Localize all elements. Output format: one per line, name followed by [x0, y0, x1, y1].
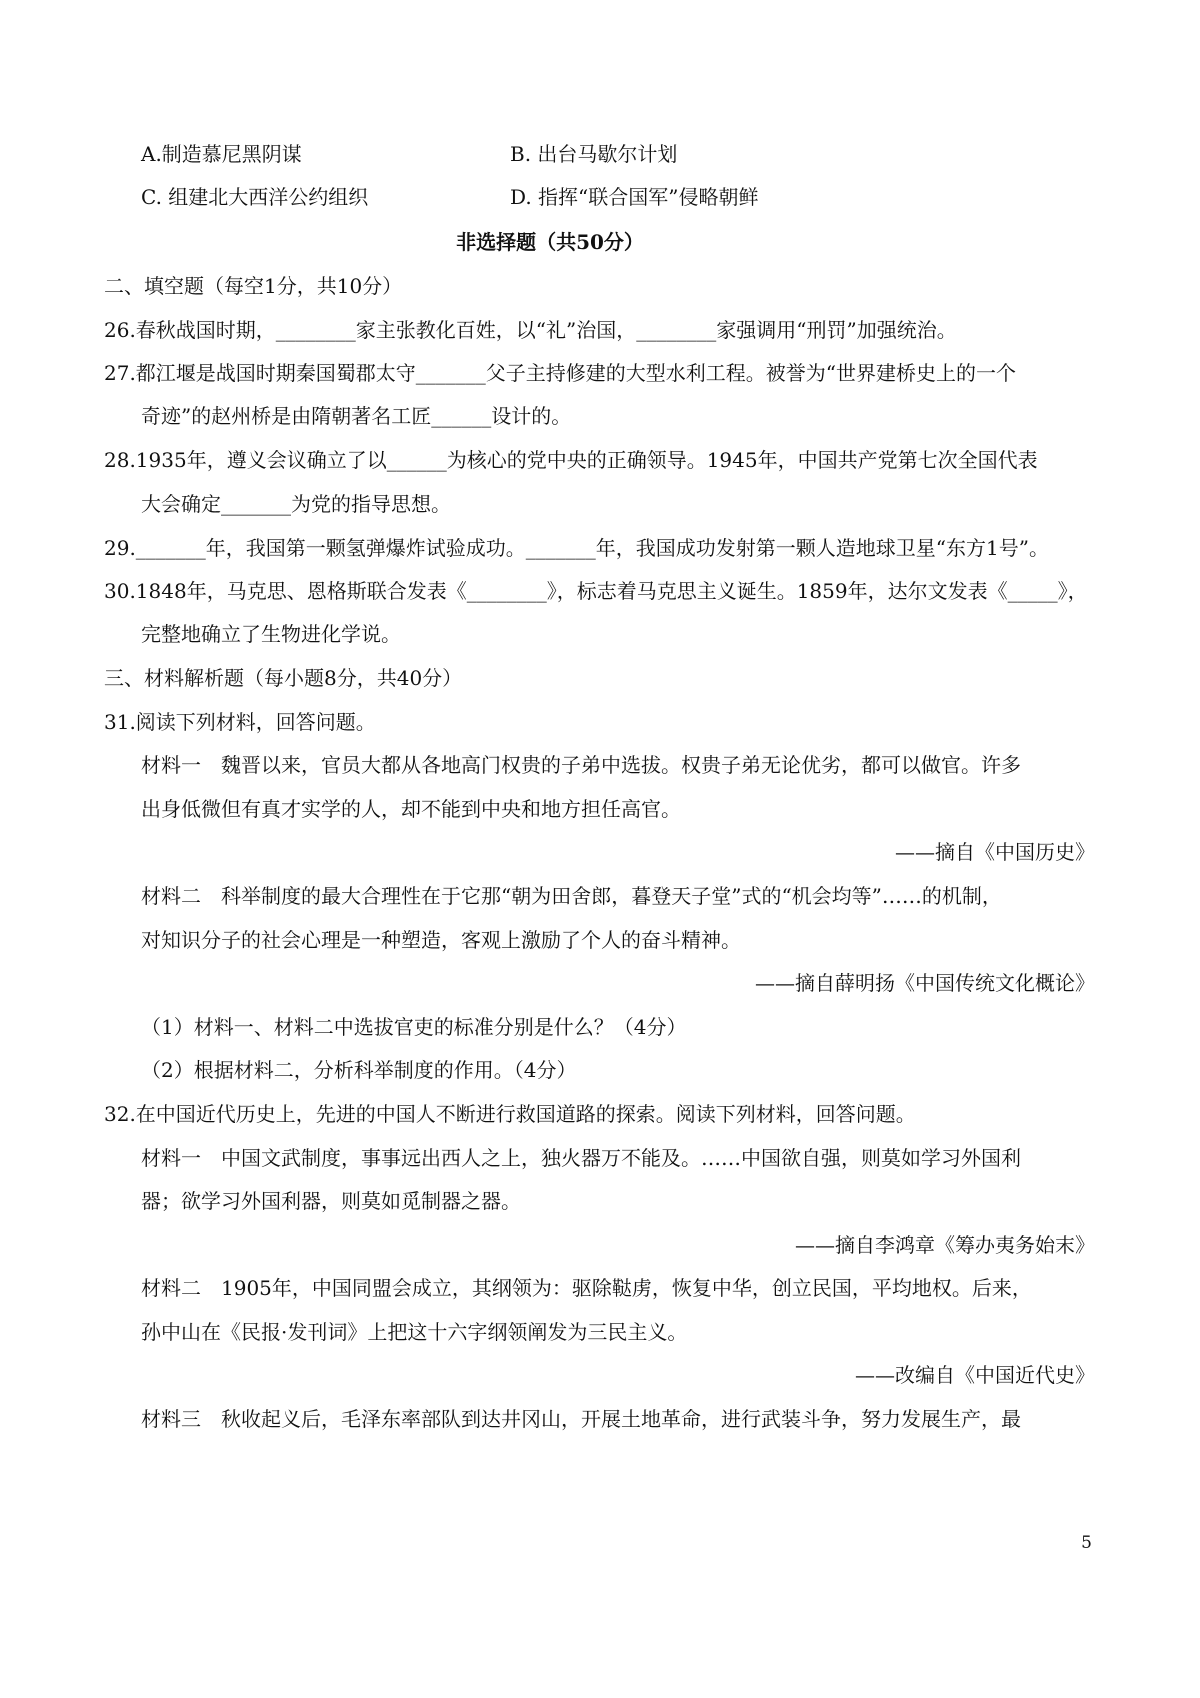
- question-28-line-2: 大会确定_______为党的指导思想。: [141, 492, 451, 516]
- section-title: 非选择题（共50分）: [456, 230, 644, 254]
- question-27-line-1: 27.都江堰是战国时期秦国蜀郡太守_______父子主持修建的大型水利工程。被誉为“世界建桥史上的一个: [104, 361, 1017, 385]
- question-32-intro: 32.在中国近代历史上，先进的中国人不断进行救国道路的探索。阅读下列材料，回答问题。: [104, 1102, 916, 1126]
- question-26: 26.春秋战国时期，________家主张教化百姓，以“礼”治国，________家强调用“刑罚”加强统治。: [104, 318, 957, 342]
- q31-material-1-line-2: 出身低微但有真才实学的人，却不能到中央和地方担任高官。: [141, 797, 681, 821]
- q31-material-2-line-1: 材料二 科举制度的最大合理性在于它那“朝为田舍郎，暮登天子堂”式的“机会均等”……的机制，: [141, 884, 1002, 908]
- q32-material-2-source: ——改编自《中国近代史》: [855, 1363, 1095, 1387]
- question-30-line-2: 完整地确立了生物进化学说。: [141, 622, 401, 646]
- q32-material-1-line-1: 材料一 中国文武制度，事事远出西人之上，独火器万不能及。……中国欲自强，则莫如学习外国利: [141, 1146, 1021, 1170]
- q32-material-3-line-1: 材料三 秋收起义后，毛泽东率部队到达井冈山，开展土地革命，进行武装斗争，努力发展生产，最: [141, 1407, 1021, 1431]
- q31-material-1-source: ——摘自《中国历史》: [895, 840, 1095, 864]
- question-29: 29._______年，我国第一颗氢弹爆炸试验成功。_______年，我国成功发射第一颗人造地球卫星“东方1号”。: [104, 536, 1049, 560]
- q32-material-1-source: ——摘自李鸿章《筹办夷务始末》: [795, 1233, 1095, 1257]
- page-number: 5: [1081, 1533, 1092, 1553]
- question-30-line-1: 30.1848年，马克思、恩格斯联合发表《________》，标志着马克思主义诞生。1859年，达尔文发表《_____》，: [104, 579, 1088, 603]
- q32-material-1-line-2: 器；欲学习外国利器，则莫如觅制器之器。: [141, 1189, 521, 1213]
- fill-section-heading: 二、填空题（每空1分，共10分）: [104, 274, 403, 298]
- option-c: C. 组建北大西洋公约组织: [141, 185, 369, 209]
- material-section-heading: 三、材料解析题（每小题8分，共40分）: [104, 666, 463, 690]
- question-31-intro: 31.阅读下列材料，回答问题。: [104, 710, 376, 734]
- question-28-line-1: 28.1935年，遵义会议确立了以______为核心的党中央的正确领导。1945年，中国共产党第七次全国代表: [104, 448, 1038, 472]
- q31-subquestion-2: （2）根据材料二，分析科举制度的作用。（4分）: [141, 1058, 577, 1082]
- option-d: D. 指挥“联合国军”侵略朝鲜: [510, 185, 759, 209]
- q32-material-2-line-2: 孙中山在《民报·发刊词》上把这十六字纲领阐发为三民主义。: [141, 1320, 688, 1344]
- option-a: A.制造慕尼黑阴谋: [141, 142, 302, 166]
- option-b: B. 出台马歇尔计划: [510, 142, 678, 166]
- q31-material-2-line-2: 对知识分子的社会心理是一种塑造，客观上激励了个人的奋斗精神。: [141, 928, 741, 952]
- question-27-line-2: 奇迹”的赵州桥是由隋朝著名工匠______设计的。: [141, 404, 572, 428]
- q32-material-2-line-1: 材料二 1905年，中国同盟会成立，其纲领为：驱除鞑虏，恢复中华，创立民国，平均地权。后来，: [141, 1276, 1032, 1300]
- q31-subquestion-1: （1）材料一、材料二中选拔官吏的标准分别是什么？（4分）: [141, 1015, 687, 1039]
- q31-material-2-source: ——摘自薛明扬《中国传统文化概论》: [755, 971, 1095, 995]
- q31-material-1-line-1: 材料一 魏晋以来，官员大都从各地高门权贵的子弟中选拔。权贵子弟无论优劣，都可以做官。许多: [141, 753, 1021, 777]
